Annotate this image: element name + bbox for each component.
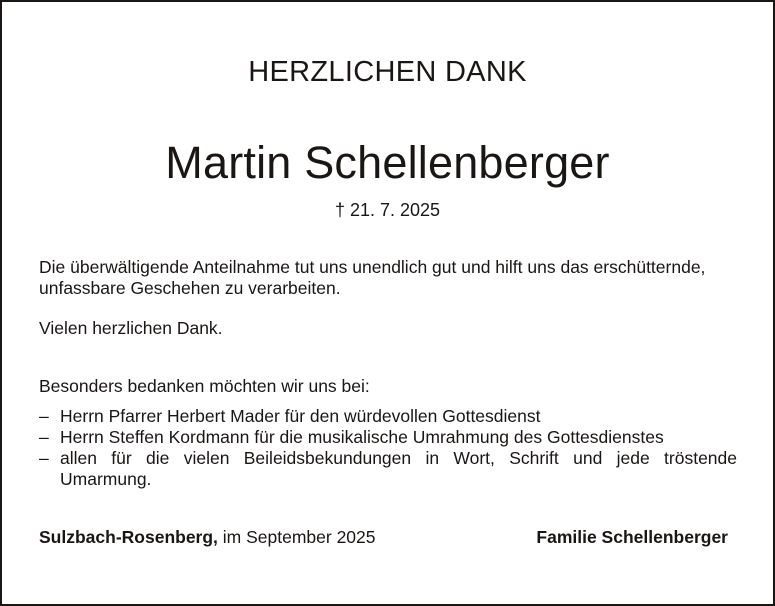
list-item (39, 448, 737, 490)
thanks-list (39, 406, 737, 490)
place-date-line (39, 527, 376, 548)
list-item-text: Herrn Pfarrer Herbert Mader für den würdevollen Gottesdienst (60, 406, 541, 426)
list-dash: – (39, 448, 49, 468)
list-dash: – (39, 406, 49, 426)
death-date: † 21. 7. 2025 (334, 200, 441, 220)
list-item (39, 427, 737, 448)
notice-heading: HERZLICHEN DANK (248, 56, 527, 88)
list-dash: – (39, 427, 49, 447)
list-item (39, 406, 737, 427)
list-item-text: allen für die vielen Beileidsbekundungen in Wort, Schrift und jede tröstende Umarmung. (60, 448, 737, 489)
notice-date: im September 2025 (217, 527, 376, 547)
thanks-line: Vielen herzlichen Dank. (39, 318, 223, 338)
thanks-intro: Besonders bedanken möchten wir uns bei: (39, 376, 370, 396)
gratitude-paragraph: Die überwältigende Anteilnahme tut uns unendlich gut und hilft uns das erschütternde, unfassbare Geschehen zu verarbeiten. (39, 257, 706, 298)
deceased-name: Martin Schellenberger (165, 137, 610, 188)
family-signature: Familie Schellenberger (536, 527, 728, 547)
list-item-text: Herrn Steffen Kordmann für die musikalische Umrahmung des Gottesdienstes (60, 427, 664, 447)
place-name: Sulzbach-Rosenberg, (39, 527, 218, 547)
